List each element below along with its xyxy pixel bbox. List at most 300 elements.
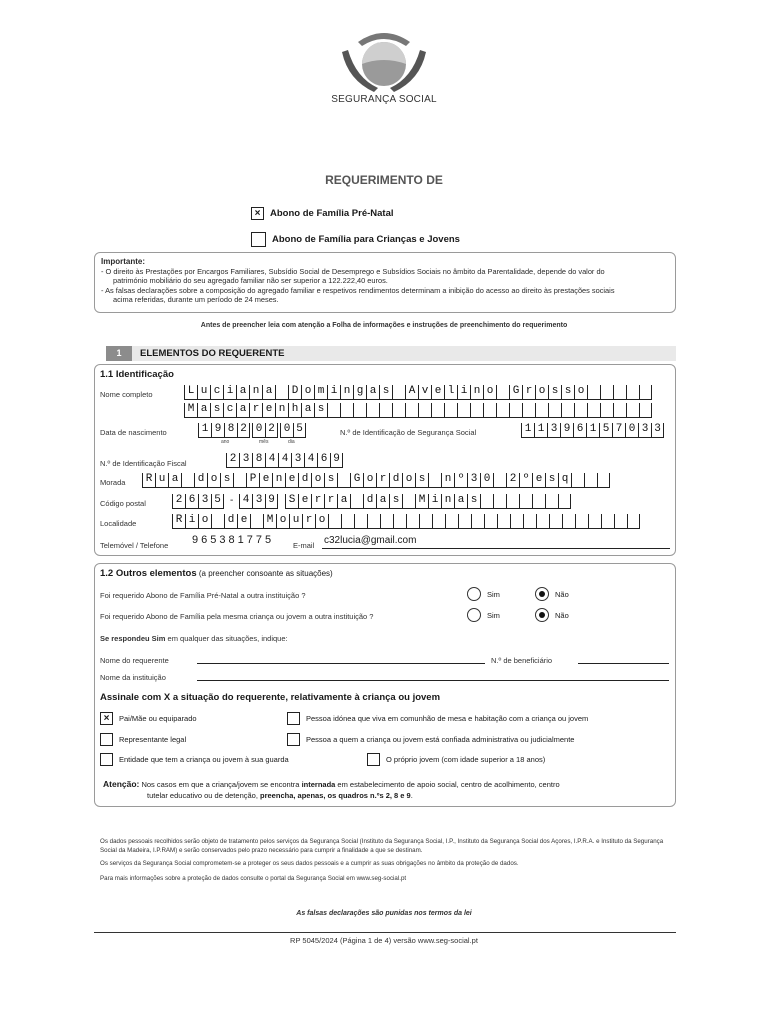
char-cell [340, 403, 353, 418]
num-beneficiario-label: N.º de beneficiário [491, 656, 553, 665]
char-cell: 9 [330, 453, 343, 468]
char-cell [613, 403, 626, 418]
section-number: 1 [106, 346, 132, 361]
char-cell [341, 514, 354, 529]
char-cell: 1 [586, 423, 599, 438]
sit-confiada-label: Pessoa a quem a criança ou jovem está confiada administrativa ou judicialmente [306, 735, 575, 744]
char-cell [587, 385, 600, 400]
char-cell: a [337, 494, 350, 509]
char-cell: 4 [239, 494, 252, 509]
char-cell [626, 385, 639, 400]
se-respondeu-sim [100, 634, 288, 643]
char-cell: r [324, 494, 337, 509]
char-cell [353, 403, 366, 418]
char-cell [535, 403, 548, 418]
char-cell: A [405, 385, 418, 400]
importante-line2b: acima referidas, durante um período de 24 meses. [113, 295, 279, 304]
char-cell: M [184, 403, 197, 418]
morada-field[interactable] [142, 473, 610, 488]
char-cell: 3 [547, 423, 560, 438]
char-cell: i [457, 385, 470, 400]
se-respondeu-sim-rest: em qualquer das situações, indique: [167, 634, 288, 643]
char-cell: R [142, 473, 155, 488]
char-cell [379, 403, 392, 418]
char-cell [327, 403, 340, 418]
char-cell: i [327, 385, 340, 400]
importante-line2: - As falsas declarações sobre a composição do agregado familiar e respetivos rendimentos determinam a inibição do acesso ao direito às prestações sociais [101, 285, 615, 295]
char-cell [211, 514, 224, 529]
char-cell: 9 [211, 423, 224, 438]
char-cell [639, 385, 652, 400]
niss-field[interactable] [521, 423, 664, 438]
char-cell: 8 [252, 453, 265, 468]
sit-representante[interactable] [100, 733, 186, 746]
char-cell: a [454, 494, 467, 509]
char-cell: G [350, 473, 363, 488]
char-cell: a [236, 385, 249, 400]
char-cell: e [259, 473, 272, 488]
char-cell [428, 473, 441, 488]
char-cell: s [389, 494, 402, 509]
char-cell: 6 [573, 423, 586, 438]
morada-label: Morada [100, 478, 126, 487]
char-cell: d [389, 473, 402, 488]
nome-label: Nome completo [100, 390, 153, 399]
char-cell [627, 514, 640, 529]
nome-instituicao-label: Nome da instituição [100, 673, 166, 682]
char-cell: s [467, 494, 480, 509]
char-cell: h [288, 403, 301, 418]
sit-proprio-jovem-checkbox[interactable] [367, 753, 380, 766]
atencao-preencha: preencha, apenas, os quadros n.ºs 2, 8 e 9 [260, 791, 411, 800]
char-cell [350, 494, 363, 509]
sit-entidade-checkbox[interactable] [100, 753, 113, 766]
char-cell: 7 [612, 423, 625, 438]
option-criancas-jovens-label: Abono de Família para Crianças e Jovens [272, 234, 460, 245]
char-cell: a [197, 403, 210, 418]
char-cell: c [223, 403, 236, 418]
char-cell: 1 [534, 423, 547, 438]
char-cell: a [236, 403, 249, 418]
q2-sim-radio[interactable] [467, 608, 481, 622]
char-cell [484, 514, 497, 529]
char-cell [393, 514, 406, 529]
telefone-label: Telemóvel / Telefone [100, 541, 169, 550]
char-cell: 6 [317, 453, 330, 468]
sit-entidade-label: Entidade que tem a criança ou jovem à sua guarda [119, 755, 289, 764]
char-cell: o [198, 514, 211, 529]
char-cell: a [301, 403, 314, 418]
char-cell: n [249, 385, 262, 400]
q1-sim-radio[interactable] [467, 587, 481, 601]
char-cell: n [441, 473, 454, 488]
char-cell [402, 494, 415, 509]
char-cell: R [172, 514, 185, 529]
char-cell: r [522, 385, 535, 400]
char-cell: S [285, 494, 298, 509]
char-cell: l [444, 385, 457, 400]
char-cell [480, 494, 493, 509]
char-cell: q [558, 473, 571, 488]
char-cell: o [363, 473, 376, 488]
char-cell [575, 514, 588, 529]
char-cell: i [223, 385, 236, 400]
sit-representante-checkbox[interactable] [100, 733, 113, 746]
char-cell: 0 [625, 423, 638, 438]
nome-field-1[interactable] [184, 385, 652, 400]
char-cell [493, 494, 506, 509]
char-cell [522, 403, 535, 418]
char-cell: 3 [291, 453, 304, 468]
option-pre-natal[interactable] [251, 207, 394, 220]
char-cell [483, 403, 496, 418]
nome-requerente-label: Nome do requerente [100, 656, 169, 665]
page-title: REQUERIMENTO DE [325, 173, 443, 187]
instructions-note: Antes de preencher leia com atenção a Folha de informações e instruções de preenchimento do requerimento [200, 322, 568, 329]
char-cell: D [288, 385, 301, 400]
char-cell: o [207, 473, 220, 488]
checkbox-criancas-jovens[interactable] [251, 232, 266, 247]
char-cell [614, 514, 627, 529]
char-cell [600, 385, 613, 400]
char-cell: n [441, 494, 454, 509]
char-cell [354, 514, 367, 529]
q1-nao-label: Não [555, 589, 569, 599]
logo-text: SEGURANÇA SOCIAL [331, 94, 437, 105]
importante-heading: Importante: [101, 257, 145, 266]
char-cell: G [509, 385, 522, 400]
char-cell [561, 403, 574, 418]
char-cell [431, 403, 444, 418]
codigo-postal-label: Código postal [100, 499, 146, 508]
char-cell [275, 385, 288, 400]
email-label: E-mail [293, 541, 315, 550]
char-cell [601, 514, 614, 529]
char-cell [406, 514, 419, 529]
char-cell: s [314, 403, 327, 418]
char-cell [181, 473, 194, 488]
char-cell [445, 514, 458, 529]
char-cell [613, 385, 626, 400]
char-cell: i [428, 494, 441, 509]
char-cell: 3 [651, 423, 664, 438]
checkbox-pre-natal[interactable]: × [251, 207, 264, 220]
char-cell: 3 [252, 494, 265, 509]
char-cell [367, 514, 380, 529]
char-cell [588, 514, 601, 529]
char-cell: n [275, 403, 288, 418]
char-cell: o [535, 385, 548, 400]
char-cell: 4 [265, 453, 278, 468]
char-cell: o [276, 514, 289, 529]
char-cell [392, 385, 405, 400]
char-cell [458, 514, 471, 529]
char-cell [600, 403, 613, 418]
char-cell: e [262, 403, 275, 418]
char-cell [523, 514, 536, 529]
sit-entidade[interactable] [100, 753, 289, 766]
char-cell: 1 [198, 423, 211, 438]
atencao-text-c: tutelar educativo ou de detenção, [147, 791, 258, 800]
q1-sim-label: Sim [487, 589, 500, 599]
char-cell: u [197, 385, 210, 400]
atencao-note [103, 779, 671, 801]
question-pre-natal: Foi requerido Abono de Família Pré-Natal a outra instituição ? [100, 591, 306, 600]
dia-label: dia [288, 439, 295, 445]
char-cell: o [301, 385, 314, 400]
char-cell: 3 [198, 494, 211, 509]
char-cell: g [353, 385, 366, 400]
nascimento-ano[interactable] [198, 423, 250, 438]
char-cell [366, 403, 379, 418]
char-cell: s [220, 473, 233, 488]
char-cell [506, 494, 519, 509]
char-cell: M [415, 494, 428, 509]
sit-pessoa-idonea-checkbox[interactable] [287, 712, 300, 725]
se-respondeu-sim-bold: Se respondeu Sim [100, 634, 166, 643]
char-cell: 4 [304, 453, 317, 468]
char-cell: s [561, 385, 574, 400]
char-cell: o [483, 385, 496, 400]
sit-proprio-jovem[interactable] [367, 753, 545, 766]
sit-pai-mae-label: Pai/Mãe ou equiparado [119, 714, 197, 723]
char-cell: 6 [185, 494, 198, 509]
char-cell [548, 403, 561, 418]
char-cell: 2 [237, 423, 250, 438]
char-cell: d [194, 473, 207, 488]
char-cell: 5 [293, 423, 306, 438]
option-criancas-jovens[interactable] [251, 232, 460, 247]
char-cell [432, 514, 445, 529]
char-cell [587, 403, 600, 418]
char-cell [457, 403, 470, 418]
char-cell [250, 514, 263, 529]
email-field[interactable] [322, 534, 670, 549]
char-cell [558, 494, 571, 509]
question-criancas: Foi requerido Abono de Família pela mesma criança ou jovem a outra instituição ? [100, 612, 374, 621]
option-pre-natal-label: Abono de Família Pré-Natal [270, 208, 394, 219]
char-cell [493, 473, 506, 488]
email-value: c32lucia@gmail.com [324, 535, 417, 546]
nome-instituicao-field[interactable] [197, 671, 669, 681]
char-cell [562, 514, 575, 529]
char-cell [536, 514, 549, 529]
char-cell: r [249, 403, 262, 418]
ano-label: ano [221, 439, 230, 445]
char-cell: 8 [224, 423, 237, 438]
char-cell: L [184, 385, 197, 400]
nascimento-dia[interactable] [280, 423, 306, 438]
char-cell: r [302, 514, 315, 529]
char-cell: 0 [480, 473, 493, 488]
atencao-text-a: Nos casos em que a criança/jovem se encontra [141, 780, 300, 789]
atencao-end: . [410, 791, 413, 800]
char-cell: a [168, 473, 181, 488]
char-cell: v [418, 385, 431, 400]
nome-requerente-field[interactable] [197, 654, 485, 664]
nascimento-label: Data de nascimento [100, 428, 167, 437]
q2-sim[interactable] [467, 608, 500, 622]
char-cell: m [314, 385, 327, 400]
char-cell [444, 403, 457, 418]
char-cell [496, 403, 509, 418]
char-cell: P [246, 473, 259, 488]
char-cell: o [402, 473, 415, 488]
char-cell [380, 514, 393, 529]
q2-sim-label: Sim [487, 610, 500, 620]
char-cell [233, 473, 246, 488]
sit-pai-mae[interactable] [100, 712, 197, 725]
char-cell: a [376, 494, 389, 509]
q2-nao-radio[interactable] [535, 608, 549, 622]
char-cell: 2 [506, 473, 519, 488]
char-cell: º [519, 473, 532, 488]
nif-label: N.º de Identificação Fiscal [100, 459, 187, 468]
codigo-postal-localidade[interactable] [285, 494, 571, 509]
char-cell [496, 385, 509, 400]
char-cell: d [298, 473, 311, 488]
nascimento-mes[interactable] [252, 423, 278, 438]
char-cell [519, 494, 532, 509]
outros-heading-note: (a preencher consoante as situações) [198, 569, 333, 578]
char-cell: 2 [265, 423, 278, 438]
char-cell: s [210, 403, 223, 418]
char-cell: s [379, 385, 392, 400]
char-cell: a [262, 385, 275, 400]
char-cell [509, 403, 522, 418]
char-cell [626, 403, 639, 418]
char-cell: s [415, 473, 428, 488]
char-cell [571, 473, 584, 488]
q1-sim[interactable] [467, 587, 500, 601]
sit-pessoa-idonea[interactable] [287, 712, 588, 725]
char-cell: u [155, 473, 168, 488]
nome-field-2[interactable] [184, 403, 652, 418]
char-cell [418, 403, 431, 418]
char-cell: a [366, 385, 379, 400]
char-cell: 4 [278, 453, 291, 468]
char-cell [532, 494, 545, 509]
num-beneficiario-field[interactable] [578, 654, 669, 664]
char-cell [510, 514, 523, 529]
char-cell: 5 [211, 494, 224, 509]
char-cell [471, 514, 484, 529]
char-cell: 5 [599, 423, 612, 438]
char-cell: o [574, 385, 587, 400]
char-cell: 3 [638, 423, 651, 438]
char-cell: 2 [226, 453, 239, 468]
char-cell [419, 514, 432, 529]
char-cell: 0 [252, 423, 265, 438]
form-reference: RP 5045/2024 (Página 1 de 4) versão www.seg-social.pt [290, 936, 478, 945]
char-cell: c [210, 385, 223, 400]
identificacao-heading: 1.1 Identificação [100, 369, 174, 380]
char-cell: 3 [467, 473, 480, 488]
char-cell: r [311, 494, 324, 509]
char-cell [574, 403, 587, 418]
char-cell [597, 473, 610, 488]
footer-p1: Os dados pessoais recolhidos serão objeto de tratamento pelos serviços da Segurança Social (Instituto da Segurança Social, I.P., Instituto da Segurança Social dos Açores, I.P.R.A. e Instituto da Segurança Social da Madeira, I.P.RAM) e serão conservados pelo prazo necessário para cumprir a finalidade a que se destinam. [100, 838, 664, 854]
mes-label: mês [259, 439, 269, 445]
localidade-field[interactable] [172, 514, 640, 529]
codigo-postal-2[interactable] [239, 494, 278, 509]
section-title: ELEMENTOS DO REQUERENTE [132, 346, 676, 361]
codigo-postal-sep: - [230, 495, 234, 506]
falsas-declaracoes: As falsas declarações são punidas nos termos da lei [296, 910, 472, 917]
telefone-field[interactable]: 965381775 [192, 534, 275, 546]
char-cell [337, 473, 350, 488]
footer-divider [94, 932, 676, 933]
importante-box [94, 252, 676, 313]
nif-field[interactable] [226, 453, 343, 468]
sit-pessoa-idonea-label: Pessoa idónea que viva em comunhão de mesa e habitação com a criança ou jovem [306, 714, 589, 723]
char-cell: n [470, 385, 483, 400]
char-cell: o [311, 473, 324, 488]
char-cell: i [185, 514, 198, 529]
char-cell [549, 514, 562, 529]
char-cell: e [285, 473, 298, 488]
char-cell: s [548, 385, 561, 400]
outros-heading [100, 568, 333, 579]
sit-representante-label: Representante legal [119, 735, 187, 744]
char-cell: e [431, 385, 444, 400]
char-cell: n [272, 473, 285, 488]
char-cell [497, 514, 510, 529]
sit-confiada-checkbox[interactable] [287, 733, 300, 746]
char-cell: e [298, 494, 311, 509]
q2-nao-label: Não [555, 610, 569, 620]
codigo-postal-1[interactable] [172, 494, 224, 509]
char-cell: d [224, 514, 237, 529]
char-cell: e [532, 473, 545, 488]
char-cell: o [315, 514, 328, 529]
char-cell: e [237, 514, 250, 529]
char-cell: s [545, 473, 558, 488]
atencao-internada: internada [301, 780, 336, 789]
char-cell [405, 403, 418, 418]
char-cell [470, 403, 483, 418]
q1-nao[interactable] [535, 587, 569, 601]
footer-p3: Para mais informações sobre a proteção de dados consulte o portal da Segurança Social em www.seg-social.pt [100, 875, 407, 882]
footer-p2: Os serviços da Segurança Social comprometem-se a proteger os seus dados pessoais e a cumprir as suas obrigações no âmbito da proteção de dados. [100, 860, 519, 867]
importante-line1b: património mobiliário do seu agregado familiar não ser superior a 122.222,40 euros. [113, 276, 388, 285]
char-cell [545, 494, 558, 509]
char-cell [392, 403, 405, 418]
outros-heading-title: 1.2 Outros elementos [100, 568, 197, 579]
char-cell: u [289, 514, 302, 529]
char-cell [639, 403, 652, 418]
localidade-label: Localidade [100, 519, 137, 528]
niss-label: N.º de Identificação de Segurança Social [340, 428, 477, 437]
importante-line1: - O direito às Prestações por Encargos Familiares, Subsídio Social de Desemprego e Subsídios Sociais no âmbito da Parentalidade, depende do valor do [101, 266, 605, 276]
sit-proprio-jovem-label: O próprio jovem (com idade superior a 18 anos) [386, 755, 546, 764]
char-cell: º [454, 473, 467, 488]
char-cell: 3 [239, 453, 252, 468]
char-cell: M [263, 514, 276, 529]
q2-nao[interactable] [535, 608, 569, 622]
char-cell [584, 473, 597, 488]
sit-pai-mae-checkbox[interactable]: × [100, 712, 113, 725]
assinale-heading: Assinale com X a situação do requerente, relativamente à criança ou jovem [100, 692, 441, 703]
sit-confiada[interactable] [287, 733, 574, 746]
char-cell: n [340, 385, 353, 400]
char-cell: 0 [280, 423, 293, 438]
char-cell: 1 [521, 423, 534, 438]
char-cell: s [324, 473, 337, 488]
atencao-text-b: em estabelecimento de apoio social, centro de acolhimento, centro [337, 780, 560, 789]
atencao-bold: Atenção: [103, 779, 140, 789]
q1-nao-radio[interactable] [535, 587, 549, 601]
